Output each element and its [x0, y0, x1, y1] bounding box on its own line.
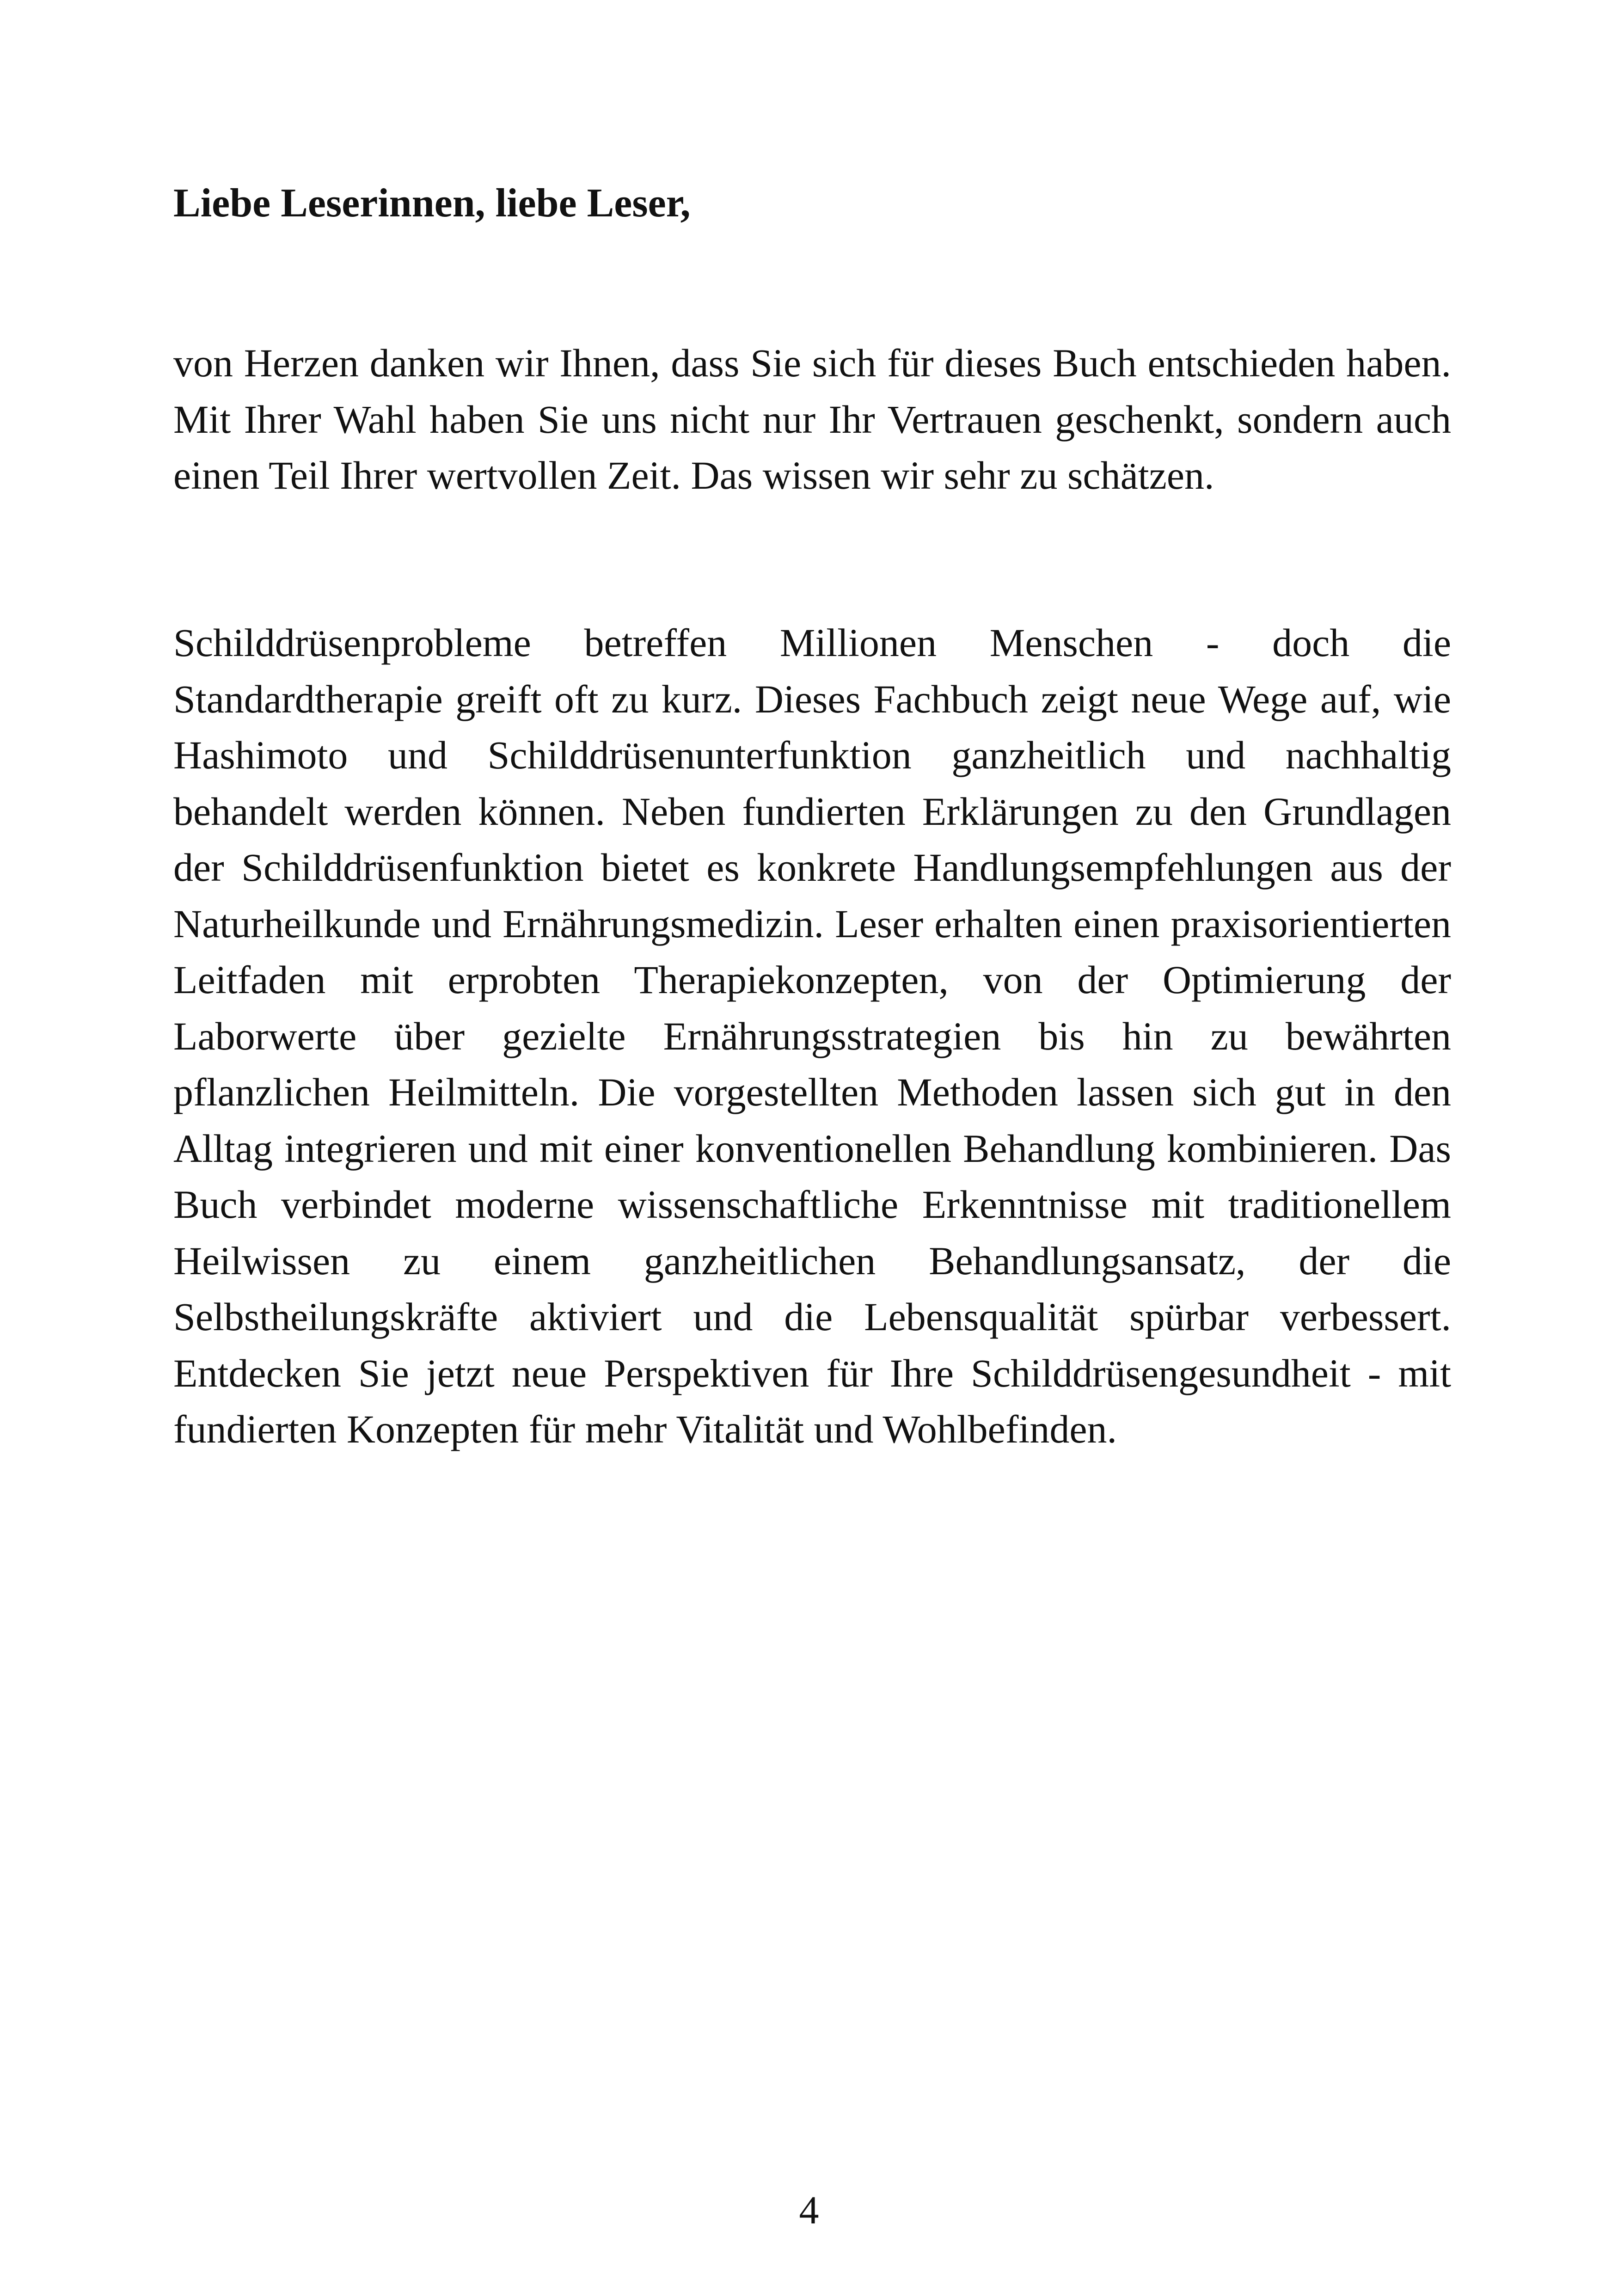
description-paragraph: Schilddrüsenprobleme betreffen Millionen Menschen - doch die Standardtherapie greift oft zu kurz. Dieses Fachbuch zeigt neue Wege auf, wie Hashimoto und Schilddrüsenunterfunktion ganzheitlich und nachhaltig behandelt werden können. Neben fundierten Erklärungen zu den Grundlagen der Schilddrüsenfunktion bietet es konkrete Handlungsempfehlungen aus der Naturheilkunde und Ernährungsmedizin. Leser erhalten einen praxisorientierten Leitfaden mit erprobten Therapiekonzepten, von der Optimierung der Laborwerte über gezielte Ernährungsstrategien bis hin zu bewährten pflanzlichen Heilmitteln. Die vorgestellten Methoden lassen sich gut in den Alltag integrieren und mit einer konventionellen Behandlung kombinieren. Das Buch verbindet moderne wissenschaftliche Erkenntnisse mit traditionellem Heilwissen zu einem ganzheitlichen Behandlungsansatz, der die Selbstheilungskräfte aktiviert und die Lebensqualität spürbar verbessert. Entdecken Sie jetzt neue Perspektiven für Ihre Schilddrüsengesundheit - mit fundierten Konzepten für mehr Vitalität und Wohlbefinden.	[173, 620, 1451, 1451]
intro-paragraph: von Herzen danken wir Ihnen, dass Sie sich für dieses Buch entschieden haben. Mit Ihrer Wahl haben Sie uns nicht nur Ihr Vertrauen geschenkt, sondern auch einen Teil Ihrer wertvollen Zeit. Das wissen wir sehr zu schätzen.	[173, 341, 1451, 497]
page-number: 4	[799, 2188, 819, 2232]
greeting-heading: Liebe Leserinnen, liebe Leser,	[173, 181, 691, 226]
